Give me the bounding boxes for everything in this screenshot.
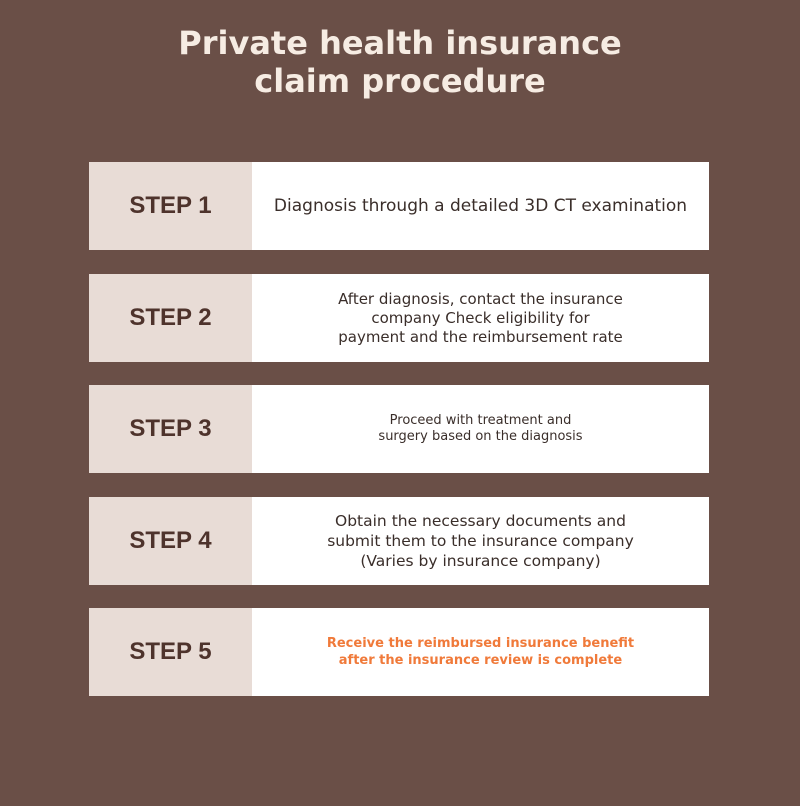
step-5-line-2: after the insurance review is complete bbox=[338, 653, 623, 668]
step-5-row bbox=[89, 608, 709, 696]
step-2-label: STEP 2 bbox=[89, 274, 252, 362]
step-2-description bbox=[252, 274, 709, 362]
step-1-line-1: Diagnosis through a detailed 3D CT examination bbox=[273, 196, 688, 216]
step-4-line-3: (Varies by insurance company) bbox=[360, 552, 601, 570]
step-5-description bbox=[252, 608, 709, 696]
step-2-line-2: company Check eligibility for bbox=[371, 308, 590, 327]
step-1-label: STEP 1 bbox=[89, 162, 252, 250]
page-title-line-2: claim procedure bbox=[254, 62, 546, 100]
step-2-line-3: payment and the reimbursement rate bbox=[338, 327, 623, 346]
page-title bbox=[0, 24, 800, 100]
step-2-row bbox=[89, 274, 709, 362]
step-3-line-2: surgery based on the diagnosis bbox=[378, 429, 583, 444]
step-5-label: STEP 5 bbox=[89, 608, 252, 696]
step-4-row bbox=[89, 497, 709, 585]
step-4-line-1: Obtain the necessary documents and bbox=[335, 512, 626, 530]
step-4-description bbox=[252, 497, 709, 585]
step-5-line-1: Receive the reimbursed insurance benefit bbox=[326, 636, 635, 651]
step-4-label: STEP 4 bbox=[89, 497, 252, 585]
step-3-row bbox=[89, 385, 709, 473]
step-2-line-1: After diagnosis, contact the insurance bbox=[338, 289, 623, 308]
step-4-line-2: submit them to the insurance company bbox=[327, 532, 634, 550]
step-3-line-1: Proceed with treatment and bbox=[389, 413, 572, 428]
step-3-label: STEP 3 bbox=[89, 385, 252, 473]
step-1-row bbox=[89, 162, 709, 250]
page-title-line-1: Private health insurance bbox=[178, 24, 622, 62]
step-3-description bbox=[252, 385, 709, 473]
step-1-description bbox=[252, 162, 709, 250]
